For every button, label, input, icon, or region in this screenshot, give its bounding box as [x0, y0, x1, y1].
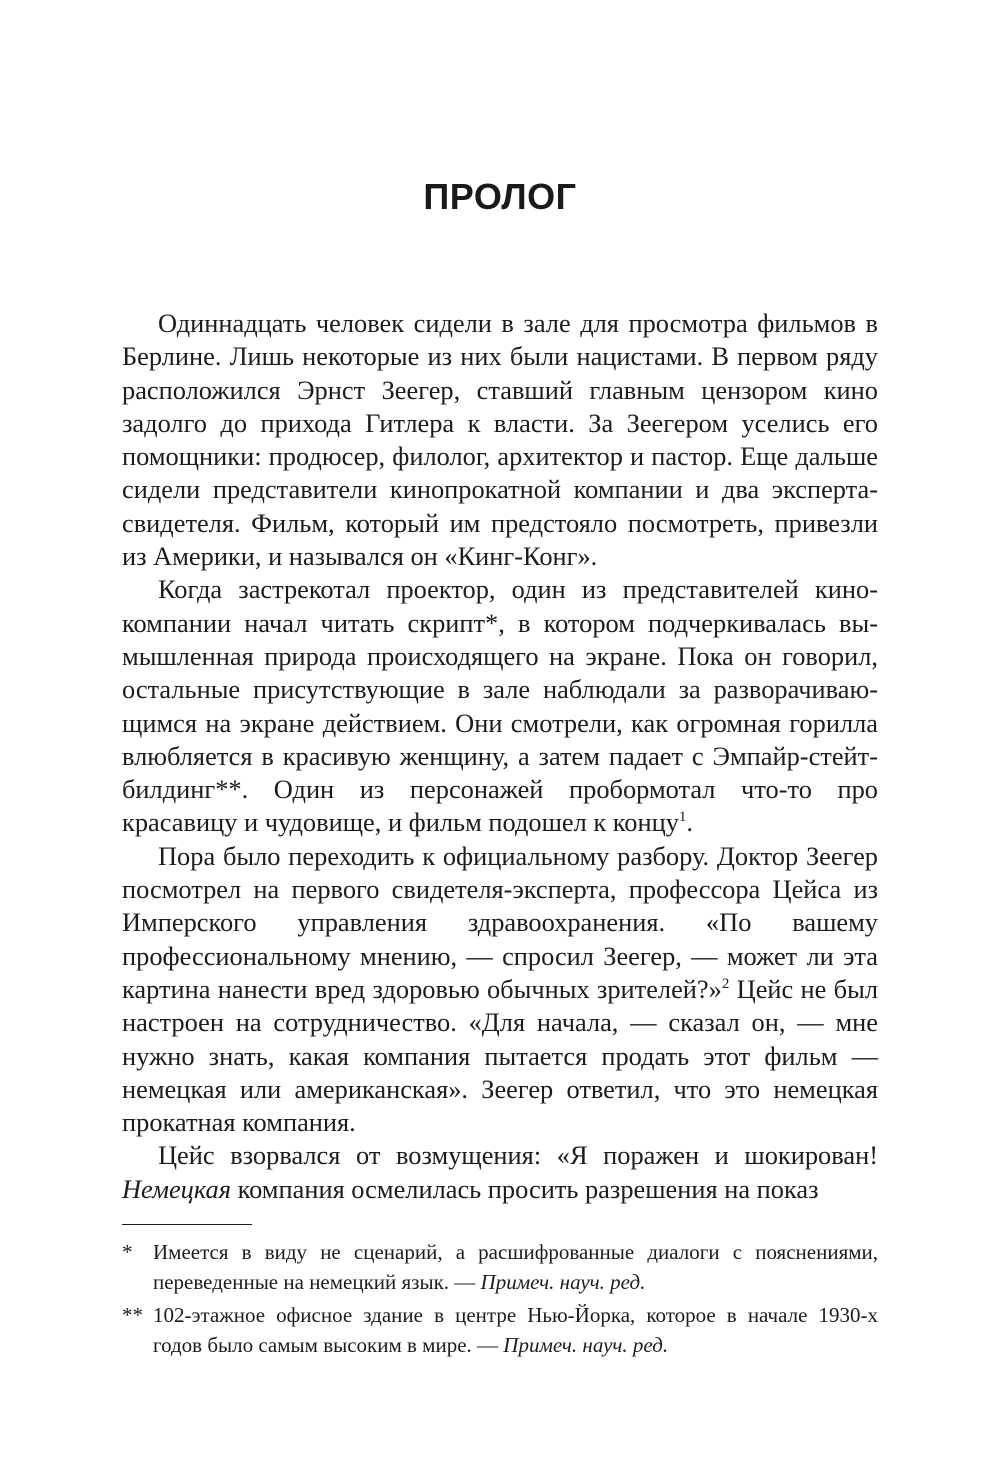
- footnote-text: [153, 1237, 878, 1297]
- paragraph-text: Пора было переходить к официальному разбору. Доктор Зеегер посмотрел на первого свидетеля-эксперта, профессора Цейса из Имперского управления здравоохранения. «По вашему профессиональному мнению, — спросил Зеегер, — может ли эта картина нанести вред здоровью обычных зрителей?»: [122, 840, 878, 1004]
- paragraph-text: Цейс не был настроен на сотрудничество. «Для начала, — сказал он, — мне нужно знать, какая компания пытается продать этот фильм — немецкая или американская». Зеегер ответил, что это немецкая прокатная компания.: [122, 973, 878, 1138]
- footnotes: [122, 1237, 878, 1363]
- paragraph-text: компания осмелилась просить разрешения на показ: [231, 1173, 819, 1204]
- paragraph-text: Цейс взорвался от возмущения: «Я поражен и шокирован!: [158, 1140, 878, 1171]
- footnote-marker: **: [122, 1303, 143, 1327]
- paragraph: [122, 840, 878, 1140]
- paragraph-text: .: [686, 807, 694, 838]
- footnote: [122, 1237, 878, 1297]
- footnote-marker: *: [122, 1240, 133, 1264]
- footnote: [122, 1300, 878, 1360]
- editor-note: Примеч. науч. ред.: [480, 1270, 646, 1294]
- body-text: [122, 307, 878, 1206]
- paragraph-text: Когда застрекотал проектор, один из представителей кинокомпании начал читать скрипт*, в котором подчеркивалась вымышленная природа происходящего на экране. Пока он говорил, остальные присутствующие в зале наблюдали за разворачивающимся на экране действием. Они смотрели, как огромная горилла влюбляется в красивую женщину, а затем падает с Эмпайр-стейт-билдинг**. Один из персонажей пробормотал что-то про красавицу и чудовище, и фильм подошел к концу: [122, 574, 878, 838]
- editor-note: Примеч. науч. ред.: [503, 1333, 669, 1357]
- endnote-reference: 2: [721, 975, 730, 992]
- paragraph: [122, 1139, 878, 1206]
- footnote-body: 102-этажное офисное здание в центре Нью-Йорка, которое в начале 1930-х годов было самым высоким в мире. —: [153, 1303, 878, 1357]
- endnote-reference: 1: [678, 809, 687, 826]
- footnote-separator: [122, 1224, 252, 1225]
- emphasized-word: Немецкая: [122, 1173, 232, 1204]
- paragraph: [122, 307, 878, 573]
- footnote-body: Имеется в виду не сценарий, а расшифрованные диалоги с пояснениями, переведенные на немецкий язык. —: [153, 1240, 878, 1294]
- paragraph-text: Одиннадцать человек сидели в зале для просмотра фильмов в Берлине. Лишь некоторые из них были нацистами. В первом ряду расположился Эрнст Зеегер, ставший главным цензором кино задолго до прихода Гитлера к власти. За Зеегером уселись его помощники: продюсер, филолог, архитектор и пастор. Еще дальше сидели представители кинопрокатной компании и два эксперта-свидетеля. Фильм, который им предстояло посмотреть, привезли из Америки, и назывался он «Кинг-Конг».: [122, 308, 878, 572]
- paragraph: [122, 573, 878, 839]
- chapter-title: ПРОЛОГ: [423, 176, 577, 217]
- footnote-text: [153, 1300, 878, 1360]
